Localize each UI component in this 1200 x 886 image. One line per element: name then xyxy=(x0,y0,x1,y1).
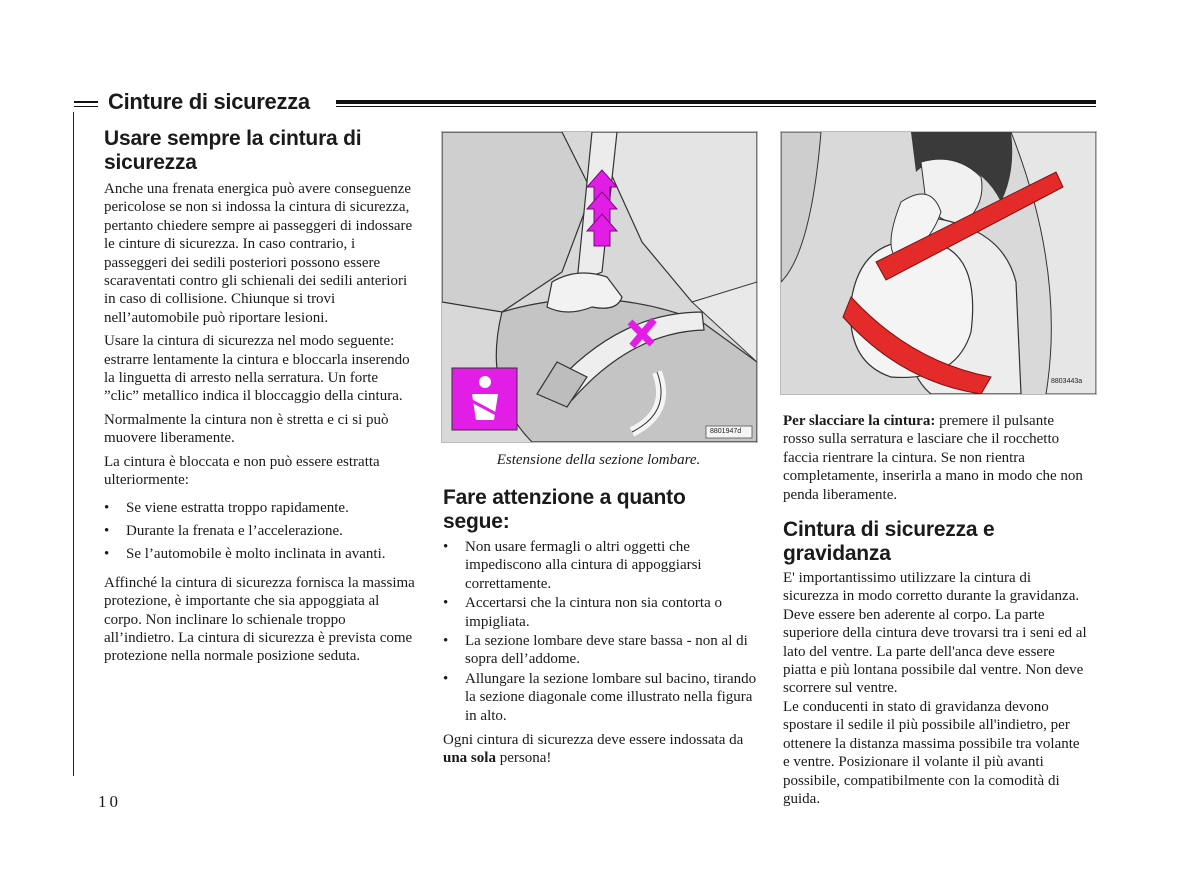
heading-use-belt: Usare sempre la cintura di sicurezza xyxy=(104,127,362,174)
lap-belt-drawing xyxy=(442,132,757,442)
list-item: • La sezione lombare deve stare bassa - non al di sopra dell’addome. xyxy=(443,632,761,669)
column-2 xyxy=(443,486,761,773)
list-item: • Accertarsi che la cintura non sia contorta o impigliata. xyxy=(443,594,761,631)
attention-list xyxy=(443,538,761,725)
list-item: • Allungare la sezione lombare sul bacino, tirando la sezione diagonale come illustrato nella figura in alto. xyxy=(443,670,761,725)
section-title: Cinture di sicurezza xyxy=(108,89,310,114)
figure-code: 8803443a xyxy=(1051,378,1083,385)
paragraph: Anche una frenata energica può avere conseguenze pericolose se non si indossa la cintura di sicurezza, pertanto chiedere sempre ai passeggeri di indossare le cinture di sicurezza. In caso contrario, i passeggeri dei sedili posteriori possono essere scaraventati contro gli schienali dei sedili anteriori in caso di collisione. Chiunque si trovi nell’automobile può riportare lesioni. xyxy=(104,181,413,326)
lock-conditions-list xyxy=(104,499,416,564)
column-3-pregnancy-body xyxy=(783,569,1088,808)
header-rule-left xyxy=(74,101,98,103)
header-rule-right xyxy=(336,100,1096,104)
column-3-body xyxy=(783,412,1088,504)
note-text: Ogni cintura di sicurezza deve essere indossata da xyxy=(443,732,744,749)
illustration-lap-belt xyxy=(441,131,758,443)
figure-caption: Estensione della sezione lombare. xyxy=(496,452,701,468)
column-3 xyxy=(783,412,1088,808)
pregnancy-belt-drawing xyxy=(781,132,1096,394)
paragraph: Normalmente la cintura non è stretta e ci si può muovere liberamente. xyxy=(104,411,389,447)
paragraph: Affinché la cintura di sicurezza fornisca la massima protezione, è importante che sia appoggiata al corpo. Non inclinare lo schienale troppo all’indietro. La cintura di sicurezza è prevista come protezione nella normale posizione seduta. xyxy=(104,574,415,665)
column-2-body xyxy=(443,538,761,768)
list-item: • Non usare fermagli o altri oggetti che impediscono alla cintura di appoggiarsi correttamente. xyxy=(443,538,761,593)
paragraph: E' importantissimo utilizzare la cintura di sicurezza in modo corretto durante la gravidanza. Deve essere ben aderente al corpo. La parte superiore della cintura deve trovarsi tra i seni ed al lato del ventre. La parte dell'anca deve essere piatta e più lontana possibile dal ventre. Non deve scorrere sul ventre. xyxy=(783,570,1087,697)
column-1-body xyxy=(104,180,416,666)
single-person-note xyxy=(443,731,761,768)
illustration-pregnancy-belt xyxy=(780,131,1097,395)
paragraph: Usare la cintura di sicurezza nel modo seguente: estrarre lentamente la cintura e bloccarla inserendo la linguetta di arresto nella serratura. Un forte ”clic” metallico indica il bloccaggio della cintura. xyxy=(104,333,410,405)
header-rule-left-thin xyxy=(74,106,98,107)
paragraph: La cintura è bloccata e non può essere estratta ulteriormente: xyxy=(104,453,380,489)
figure-code: 8801947d xyxy=(710,428,742,435)
list-item: • Durante la frenata e l’accelerazione. xyxy=(104,522,416,540)
list-item: • Se viene estratta troppo rapidamente. xyxy=(104,499,416,517)
heading-pregnancy: Cintura di sicurezza e gravidanza xyxy=(783,518,995,566)
paragraph: Le conducenti in stato di gravidanza devono spostare il sedile il più possibile all'indietro, per ottenere la distanza massima possibile tra volante e ventre. Posizionare il volante il più avanti possibile, compatibilmente con la comodità di guida. xyxy=(783,698,1080,807)
page-number: 10 xyxy=(98,792,121,811)
list-item: • Se l’automobile è molto inclinata in avanti. xyxy=(104,545,416,563)
note-text-end: persona! xyxy=(495,750,552,767)
note-emphasis: una sola xyxy=(443,750,496,767)
heading-attention: Fare attenzione a quanto segue: xyxy=(443,486,686,533)
margin-rule xyxy=(73,112,74,776)
unbuckle-label: Per slacciare la cintura: xyxy=(783,413,936,429)
unbuckle-text: premere il pulsante rosso sulla serratura e lasciare che il rocchetto faccia rientrare la cintura. Se non rientra completamente, inserirla a mano in modo che non penda liberamente. xyxy=(783,413,1083,503)
header-rule-right-thin xyxy=(336,106,1096,107)
unbuckle-paragraph xyxy=(783,412,1088,504)
column-1 xyxy=(104,127,416,671)
